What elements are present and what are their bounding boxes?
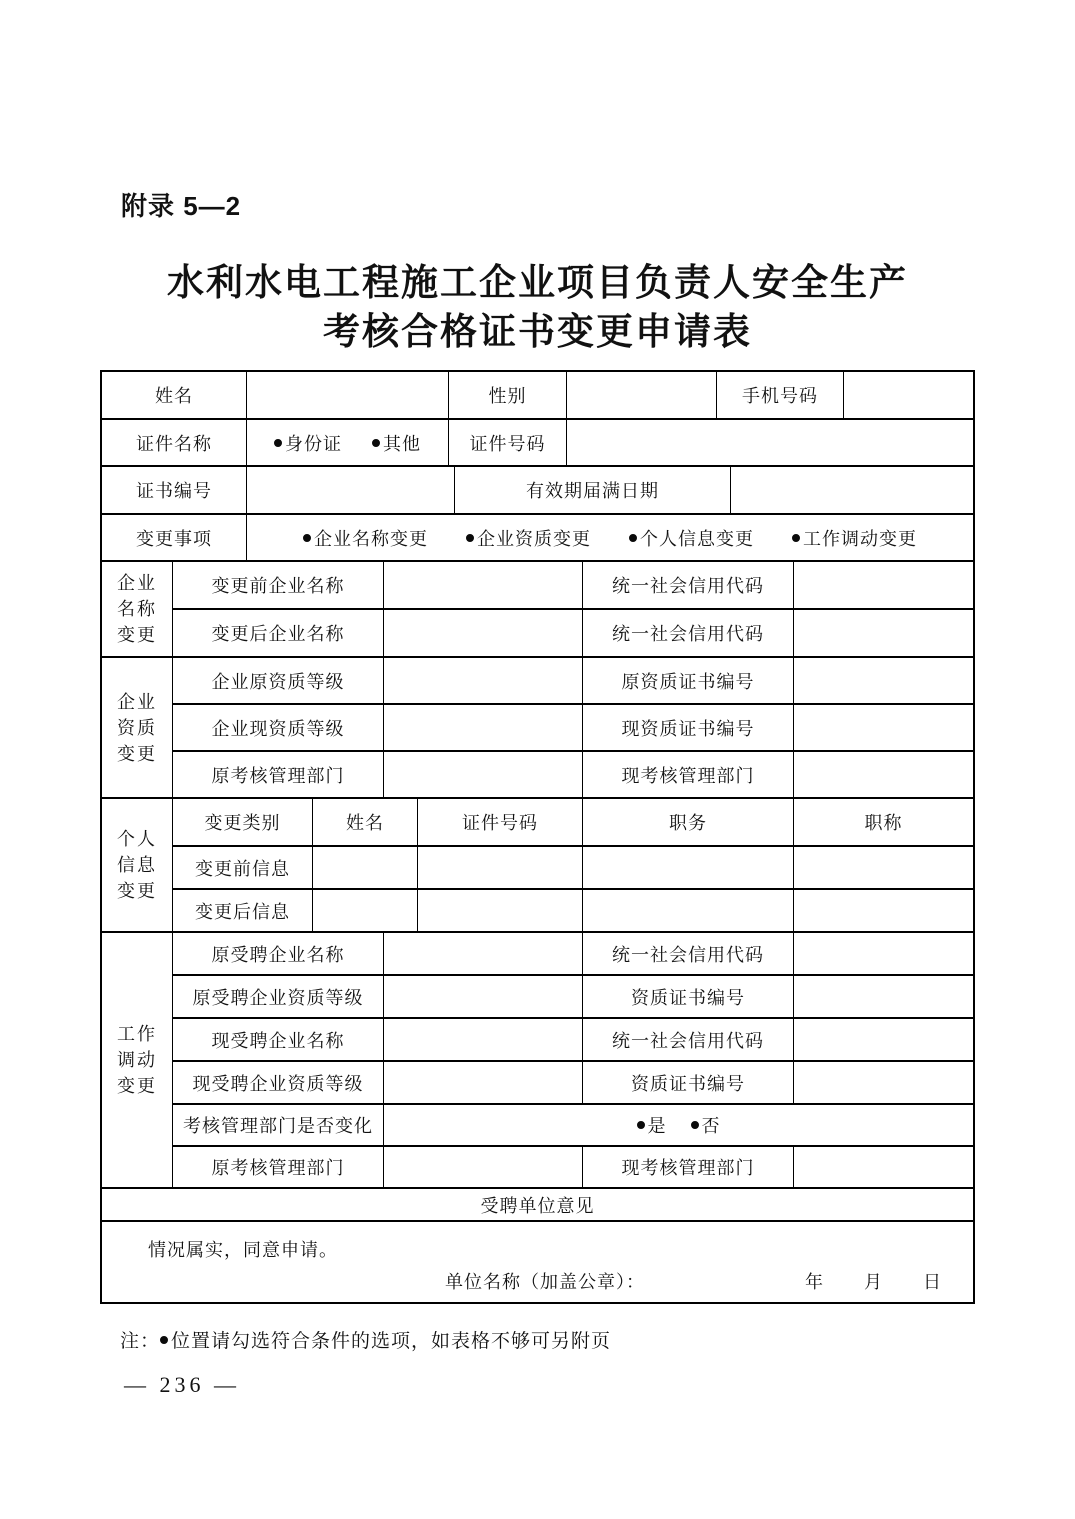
job-new-assess-dept-input-cell[interactable] (794, 1147, 973, 1187)
section-job-transfer-vlabel: 工作调动变更 (102, 933, 173, 1187)
change-item-label: 变更事项 (102, 515, 247, 560)
row-basic-info (102, 372, 973, 420)
section-personal-info (102, 799, 973, 933)
radio-icon[interactable] (274, 439, 282, 447)
new-qual-level-input-cell[interactable] (384, 705, 583, 750)
row-qual-assess-dept (173, 752, 973, 797)
cert-type-options (247, 420, 449, 465)
appendix-label: 附录 5—2 (121, 191, 242, 221)
gender-label: 性别 (449, 372, 567, 418)
option-id-card[interactable]: 身份证 (274, 430, 342, 456)
new-employer-qual-label: 现受聘企业资质等级 (173, 1062, 384, 1103)
row-info-after (173, 890, 973, 931)
form-title (0, 258, 1075, 356)
radio-icon[interactable] (466, 534, 474, 542)
name-label: 姓名 (102, 372, 247, 418)
row-old-employer-name (173, 933, 973, 976)
footnote-text: 位置请勾选符合条件的选项，如表格不够可另附页 (171, 1331, 612, 1352)
row-new-company-name (173, 610, 973, 656)
page-number: — 236 — (124, 1372, 240, 1397)
section-job-transfer-body (173, 933, 973, 1187)
old-qual-cert-no-input-cell[interactable] (794, 658, 973, 703)
opinion-header-label: 受聘单位意见 (480, 1195, 595, 1216)
job-new-assess-dept-label: 现考核管理部门 (583, 1147, 794, 1187)
old-employer-credit-code-label: 统一社会信用代码 (583, 933, 794, 974)
row-old-employer-qual (173, 976, 973, 1019)
gender-input-cell[interactable] (567, 372, 717, 418)
row-job-assess-dept (173, 1147, 973, 1187)
section-job-transfer (102, 933, 973, 1189)
row-new-qual-level (173, 705, 973, 752)
form-title-line1: 水利水电工程施工企业项目负责人安全生产 (167, 262, 908, 303)
position-header: 职务 (583, 799, 794, 845)
old-qual-cert-no-label: 原资质证书编号 (583, 658, 794, 703)
phone-label: 手机号码 (717, 372, 844, 418)
old-employer-credit-code-input-cell[interactable] (794, 933, 973, 974)
info-after-title-cell[interactable] (794, 890, 973, 931)
footnote-prefix: 注： (120, 1331, 161, 1352)
section-personal-info-vlabel: 个人信息变更 (102, 799, 173, 931)
radio-icon[interactable] (691, 1121, 699, 1129)
name-input-cell[interactable] (247, 372, 449, 418)
old-company-name-input-cell[interactable] (384, 562, 583, 608)
new-assess-dept-label: 现考核管理部门 (583, 752, 794, 797)
new-employer-credit-code-label: 统一社会信用代码 (583, 1019, 794, 1060)
option-other[interactable]: 其他 (372, 430, 421, 456)
old-employer-name-label: 原受聘企业名称 (173, 933, 384, 974)
section-company-name-body (173, 562, 973, 656)
new-employer-qual-cert-label: 资质证书编号 (583, 1062, 794, 1103)
phone-input-cell[interactable] (844, 372, 973, 418)
old-assess-dept-input-cell[interactable] (384, 752, 583, 797)
opinion-body-cell[interactable] (102, 1222, 973, 1302)
old-assess-dept-label: 原考核管理部门 (173, 752, 384, 797)
row-personal-header (173, 799, 973, 847)
cert-no-label: 证件号码 (449, 420, 567, 465)
info-before-cert-no-cell[interactable] (418, 847, 583, 888)
new-employer-credit-code-input-cell[interactable] (794, 1019, 973, 1060)
expiry-input-cell[interactable] (731, 467, 973, 513)
new-credit-code-input-cell[interactable] (794, 610, 973, 656)
old-qual-level-label: 企业原资质等级 (173, 658, 384, 703)
info-before-label: 变更前信息 (173, 847, 313, 888)
info-after-label: 变更后信息 (173, 890, 313, 931)
job-old-assess-dept-input-cell[interactable] (384, 1147, 583, 1187)
new-employer-name-input-cell[interactable] (384, 1019, 583, 1060)
section-company-name (102, 562, 973, 658)
radio-icon[interactable] (792, 534, 800, 542)
cert-book-no-label: 证书编号 (102, 467, 247, 513)
opinion-statement: 情况属实，同意申请。 (148, 1240, 338, 1260)
dept-changed-options (384, 1105, 973, 1145)
radio-icon[interactable] (629, 534, 637, 542)
new-employer-qual-input-cell[interactable] (384, 1062, 583, 1103)
info-after-cert-no-cell[interactable] (418, 890, 583, 931)
personal-cert-no-header: 证件号码 (418, 799, 583, 845)
expiry-label: 有效期届满日期 (455, 467, 731, 513)
old-employer-qual-input-cell[interactable] (384, 976, 583, 1017)
row-dept-changed (173, 1105, 973, 1147)
row-cert-book (102, 467, 973, 515)
row-opinion-header (102, 1189, 973, 1222)
title-header: 职称 (864, 813, 903, 833)
row-new-employer-name (173, 1019, 973, 1062)
option-yes[interactable]: 是 (637, 1112, 667, 1138)
option-company-qual-change[interactable]: 企业资质变更 (466, 525, 591, 551)
radio-icon[interactable] (372, 439, 380, 447)
option-no[interactable]: 否 (691, 1112, 721, 1138)
old-employer-qual-label: 原受聘企业资质等级 (173, 976, 384, 1017)
radio-icon[interactable] (303, 534, 311, 542)
application-form-table (100, 370, 975, 1304)
new-qual-level-label: 企业现资质等级 (173, 705, 384, 750)
old-qual-level-input-cell[interactable] (384, 658, 583, 703)
old-employer-qual-cert-label: 资质证书编号 (583, 976, 794, 1017)
section-company-qual (102, 658, 973, 799)
info-before-title-cell[interactable] (794, 847, 973, 888)
new-assess-dept-input-cell[interactable] (794, 752, 973, 797)
new-employer-qual-cert-input-cell[interactable] (794, 1062, 973, 1103)
old-credit-code-label: 统一社会信用代码 (583, 562, 794, 608)
section-company-name-vlabel: 企业名称变更 (102, 562, 173, 656)
old-company-name-label: 变更前企业名称 (173, 562, 384, 608)
info-before-name-cell[interactable] (313, 847, 418, 888)
section-personal-info-body (173, 799, 973, 931)
dept-changed-label: 考核管理部门是否变化 (173, 1105, 384, 1145)
row-certificate (102, 420, 973, 467)
section-company-qual-body (173, 658, 973, 797)
row-change-items (102, 515, 973, 562)
cert-book-no-input-cell[interactable] (247, 467, 455, 513)
radio-icon[interactable] (637, 1121, 645, 1129)
personal-name-header: 姓名 (313, 799, 418, 845)
old-employer-name-input-cell[interactable] (384, 933, 583, 974)
row-old-company-name (173, 562, 973, 610)
company-seal-label: 单位名称（加盖公章）： (445, 1272, 645, 1292)
new-qual-cert-no-input-cell[interactable] (794, 705, 973, 750)
row-info-before (173, 847, 973, 890)
date-month-label: 月 (864, 1272, 883, 1292)
footnote (120, 1326, 611, 1353)
info-before-position-cell[interactable] (583, 847, 794, 888)
old-credit-code-input-cell[interactable] (794, 562, 973, 608)
new-qual-cert-no-label: 现资质证书编号 (583, 705, 794, 750)
row-opinion-body (102, 1222, 973, 1302)
option-personal-info-change[interactable]: 个人信息变更 (629, 525, 754, 551)
job-old-assess-dept-label: 原考核管理部门 (173, 1147, 384, 1187)
change-item-options (247, 515, 973, 560)
date-day-label: 日 (923, 1272, 942, 1292)
cert-no-input-cell[interactable] (567, 420, 973, 465)
section-company-qual-vlabel: 企业资质变更 (102, 658, 173, 797)
info-after-position-cell[interactable] (583, 890, 794, 931)
cert-name-label: 证件名称 (102, 420, 247, 465)
radio-icon (160, 1336, 168, 1344)
old-employer-qual-cert-input-cell[interactable] (794, 976, 973, 1017)
option-company-name-change[interactable]: 企业名称变更 (303, 525, 428, 551)
new-credit-code-label: 统一社会信用代码 (583, 610, 794, 656)
row-new-employer-qual (173, 1062, 973, 1105)
new-company-name-label: 变更后企业名称 (173, 610, 384, 656)
new-employer-name-label: 现受聘企业名称 (173, 1019, 384, 1060)
new-company-name-input-cell[interactable] (384, 610, 583, 656)
option-job-transfer-change[interactable]: 工作调动变更 (792, 525, 917, 551)
date-year-label: 年 (805, 1272, 824, 1292)
change-category-header: 变更类别 (173, 799, 313, 845)
row-old-qual-level (173, 658, 973, 705)
info-after-name-cell[interactable] (313, 890, 418, 931)
form-title-line2: 考核合格证书变更申请表 (323, 311, 752, 352)
